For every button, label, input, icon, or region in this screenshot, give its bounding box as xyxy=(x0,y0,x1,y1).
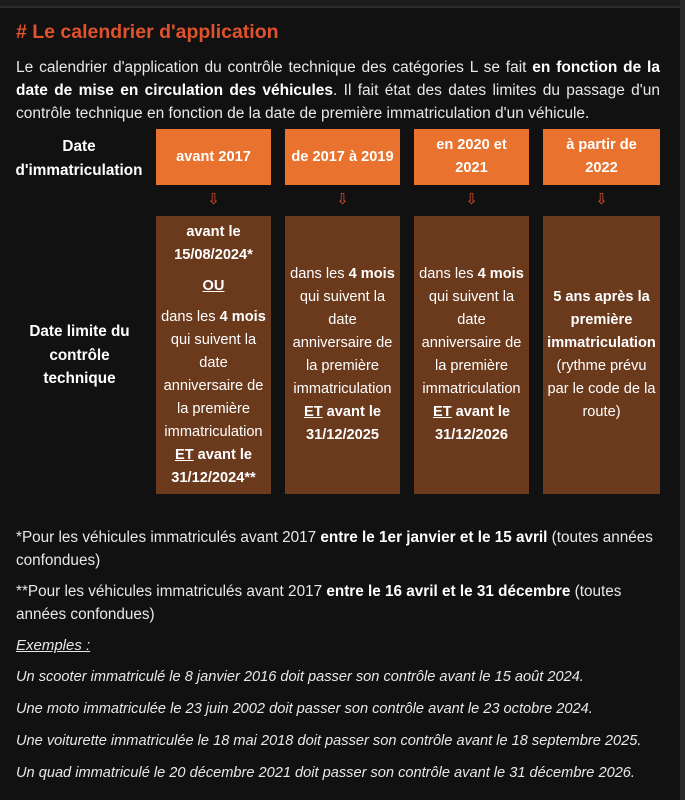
footnote-1-tail: (toutes années confondues) xyxy=(16,529,653,569)
cell-text-b3: qui suivent la date anniversaire de la première immatriculation xyxy=(163,331,264,440)
cell-text-b2: 4 mois xyxy=(477,266,524,282)
cell-text-c: avant le 31/12/2025 xyxy=(305,404,382,443)
footnote-2 xyxy=(16,580,660,626)
scrollbar-track[interactable] xyxy=(680,0,685,800)
cell-text-c: avant le 31/12/2024** xyxy=(171,446,256,486)
footnote-2-bold: entre le 16 avril et le 31 décembre xyxy=(326,583,571,600)
cell-text-b3: qui suivent la date anniversaire de la première immatriculation xyxy=(421,289,522,397)
cell-text-plain: (rythme prévu par le code de la route) xyxy=(547,358,656,420)
cell-text-bold: 5 ans après la première immatriculation xyxy=(547,289,656,351)
intro-bold: en fonction de la date de mise en circulation des véhicules xyxy=(16,59,660,99)
example-line: Une voiturette immatriculée le 18 mai 2018 doit passer son contrôle avant le 18 septembre 2025. xyxy=(16,733,642,749)
cell-text-b2: 4 mois xyxy=(348,266,395,282)
footnote-1-bold: entre le 1er janvier et le 15 avril xyxy=(320,529,548,546)
cell-text-b1: dans les xyxy=(161,308,220,325)
cell-text-b xyxy=(288,263,398,447)
down-arrow-icon: ⇩ xyxy=(336,191,349,208)
limit-cell-1 xyxy=(156,216,271,494)
footnote-1 xyxy=(16,526,660,572)
or-label: OU xyxy=(202,277,225,294)
header-label: à partir de 2022 xyxy=(566,137,637,176)
limit-cell-2 xyxy=(285,216,400,494)
intro-text-2: . Il fait état des dates limites du passage d'un contrôle technique en fonction de la date de première immatriculation d'un véhicule. xyxy=(16,82,661,122)
intro-text-1: Le calendrier d'application du contrôle technique des catégories L se fait xyxy=(16,59,533,76)
row-label-date: Date d'immatriculation xyxy=(15,138,143,179)
example-line: Un quad immatriculé le 20 décembre 2021 doit passer son contrôle avant le 31 décembre 2026. xyxy=(16,765,635,781)
down-arrow-icon: ⇩ xyxy=(465,191,478,208)
footnote-1-text: *Pour les véhicules immatriculés avant 2017 xyxy=(16,529,321,546)
example-line: Une moto immatriculée le 23 juin 2002 doit passer son contrôle avant le 23 octobre 2024. xyxy=(16,701,593,717)
down-arrow-icon: ⇩ xyxy=(207,191,220,208)
section-heading: # Le calendrier d'application xyxy=(16,21,279,43)
header-cell-2 xyxy=(285,129,400,185)
examples-title: Exemples : xyxy=(16,637,91,654)
cell-text-b1: dans les xyxy=(290,266,349,282)
limit-cell-3 xyxy=(414,216,529,494)
cell-text-b3: qui suivent la date anniversaire de la première immatriculation xyxy=(292,289,393,397)
down-arrow-icon: ⇩ xyxy=(595,191,608,208)
cell-text-b xyxy=(417,263,527,447)
cell-text-a-content: avant le 15/08/2024* xyxy=(174,223,253,263)
cell-text-a xyxy=(161,221,266,267)
cell-text-et: ET xyxy=(432,404,452,420)
header-cell-4 xyxy=(543,129,660,185)
example-line: Un scooter immatriculé le 8 janvier 2016 doit passer son contrôle avant le 15 août 2024. xyxy=(16,669,584,685)
cell-text-a xyxy=(546,286,658,424)
cell-text-or xyxy=(203,275,225,298)
cell-text-c: avant le 31/12/2026 xyxy=(434,404,511,443)
header-label: en 2020 et 2021 xyxy=(436,137,507,176)
header-cell-1 xyxy=(156,129,271,185)
limit-cell-4 xyxy=(543,216,660,494)
cell-text-b xyxy=(159,306,269,490)
row-label-limit: Date limite du contrôle technique xyxy=(29,323,130,387)
footnote-2-text: **Pour les véhicules immatriculés avant 2017 xyxy=(16,583,327,600)
cell-text-et: ET xyxy=(174,446,194,463)
cell-text-b1: dans les xyxy=(419,266,478,282)
header-cell-3 xyxy=(414,129,529,185)
intro-paragraph xyxy=(16,56,660,125)
top-bar xyxy=(0,0,685,8)
cell-text-b2: 4 mois xyxy=(219,308,266,325)
footnote-2-tail: (toutes années confondues) xyxy=(16,583,622,623)
cell-text-et: ET xyxy=(303,404,323,420)
header-label: avant 2017 xyxy=(176,148,251,165)
top-divider xyxy=(0,6,685,8)
header-label: de 2017 à 2019 xyxy=(291,148,394,165)
